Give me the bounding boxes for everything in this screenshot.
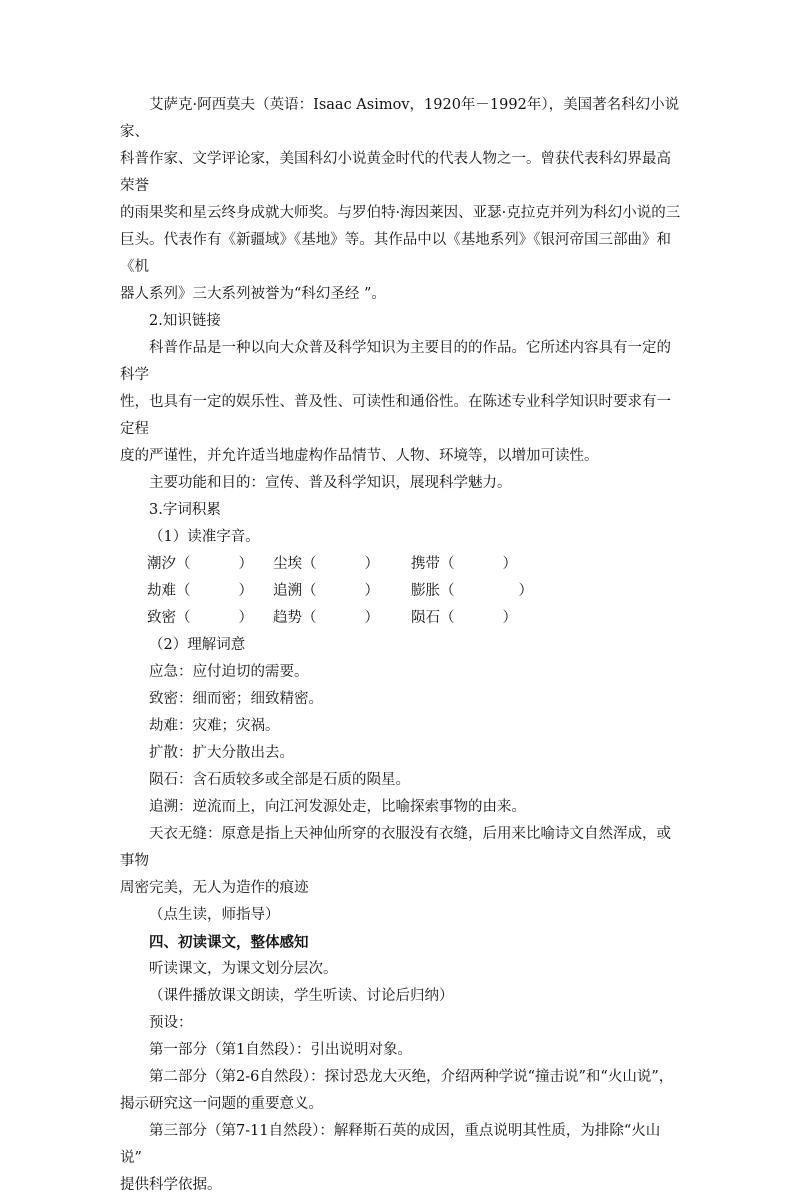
definition-item: 追溯：逆流而上，向江河发源处走，比喻探索事物的由来。 xyxy=(149,799,526,815)
word-cell: 致密（ xyxy=(147,610,191,626)
section-4-task: 听读课文，为课文划分层次。 xyxy=(149,961,338,977)
intro-line-1: 艾萨克·阿西莫夫（英语：Isaac Asimov，1920年－1992年），美国著名科幻小说家、 xyxy=(120,97,680,140)
vocab-heading: 3.字词积累 xyxy=(149,502,221,518)
intro-line-3: 的雨果奖和星云终身成就大师奖。与罗伯特·海因莱因、亚瑟·克拉克并列为科幻小说的三 xyxy=(120,205,681,221)
knowledge-line-3: 度的严谨性，并允许适当地虚构作品情节、人物、环境等，以增加可读性。 xyxy=(120,448,599,464)
part-2-line-1: 第二部分（第2-6自然段）：探讨恐龙大灭绝，介绍两种学说“撞击说”和“火山说”， xyxy=(149,1069,674,1085)
part-3-line-2: 提供科学依据。 xyxy=(120,1177,222,1193)
word-cell: 尘埃（ xyxy=(273,556,317,572)
knowledge-function: 主要功能和目的：宣传、普及科学知识，展现科学魅力。 xyxy=(149,475,512,491)
word-cell: 膨胀（ xyxy=(411,583,455,599)
word-cell: 携带（ xyxy=(411,556,455,572)
definition-item: 陨石：含石质较多或全部是石质的陨星。 xyxy=(149,772,410,788)
section-4-method: （课件播放课文朗读，学生听读、讨论后归纳） xyxy=(149,988,454,1004)
intro-line-4: 巨头。代表作有《新疆域》《基地》等。其作品中以《基地系列》《银河帝国三部曲》和《机 xyxy=(120,232,671,275)
definition-item: 致密：细而密；细致精密。 xyxy=(149,691,323,707)
knowledge-line-2: 性，也具有一定的娱乐性、普及性、可读性和通俗性。在陈述专业科学知识时要求有一定程 xyxy=(120,394,671,437)
teacher-note: （点生读，师指导） xyxy=(149,907,280,923)
knowledge-line-1: 科普作品是一种以向大众普及科学知识为主要目的的作品。它所述内容具有一定的科学 xyxy=(120,340,671,383)
word-cell: 潮汐（ xyxy=(147,556,191,572)
word-cell: 趋势（ xyxy=(273,610,317,626)
intro-line-5: 器人系列》三大系列被誉为“科幻圣经 ”。 xyxy=(120,286,386,302)
pronunciation-row: 致密（ ） 趋势（ ） 陨石（ ） xyxy=(147,610,517,626)
part-2-line-2: 揭示研究这一问题的重要意义。 xyxy=(120,1096,323,1112)
pronunciation-row: 劫难（ ） 追溯（ ） 膨胀（ ） xyxy=(147,583,533,599)
document-page xyxy=(120,92,682,1199)
knowledge-heading: 2.知识链接 xyxy=(149,313,221,329)
definition-tianyi-1: 天衣无缝：原意是指上天神仙所穿的衣服没有衣缝，后用来比喻诗文自然浑成，或事物 xyxy=(120,826,671,869)
definition-item: 应急：应付迫切的需要。 xyxy=(149,664,309,680)
definition-item: 扩散：扩大分散出去。 xyxy=(149,745,294,761)
part-3-line-1: 第三部分（第7-11自然段）：解释斯石英的成因，重点说明其性质，为排除“火山说” xyxy=(120,1123,661,1166)
part-1: 第一部分（第1自然段）：引出说明对象。 xyxy=(149,1042,412,1058)
definition-tianyi-2: 周密完美，无人为造作的痕迹 xyxy=(120,880,309,896)
pronunciation-row: 潮汐（ ） 尘埃（ ） 携带（ ） xyxy=(147,556,517,572)
section-4-heading: 四、初读课文，整体感知 xyxy=(149,934,309,951)
vocab-sub-pronunciation: （1）读准字音。 xyxy=(149,529,260,545)
word-cell: 劫难（ xyxy=(147,583,191,599)
intro-line-2: 科普作家、文学评论家，美国科幻小说黄金时代的代表人物之一。曾获代表科幻界最高荣誉 xyxy=(120,151,671,194)
word-cell: 追溯（ xyxy=(273,583,317,599)
word-cell: 陨石（ xyxy=(411,610,455,626)
section-4-preset: 预设： xyxy=(149,1015,193,1031)
vocab-sub-meaning: （2）理解词意 xyxy=(149,637,246,653)
definition-item: 劫难：灾难；灾祸。 xyxy=(149,718,280,734)
